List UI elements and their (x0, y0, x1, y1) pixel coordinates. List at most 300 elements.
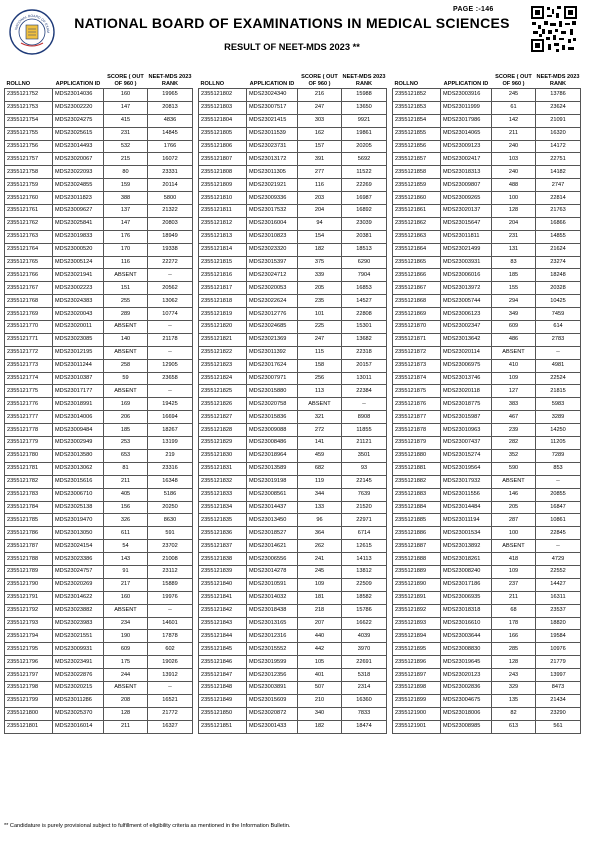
rank-cell: 3970 (342, 643, 387, 656)
roll-number-cell: 2355121831 (199, 462, 247, 475)
table-row (393, 707, 581, 720)
table-row (199, 540, 387, 553)
table-row (393, 385, 581, 398)
score-cell: 208 (104, 694, 148, 707)
score-cell: 182 (298, 243, 342, 256)
score-cell: 182 (298, 720, 342, 733)
application-id-cell: MDS23018313 (441, 166, 492, 179)
rank-cell: 13682 (342, 333, 387, 346)
table-row (199, 372, 387, 385)
application-id-cell: MDS23020758 (247, 398, 298, 411)
roll-number-cell: 2355121789 (5, 565, 53, 578)
score-cell: 303 (298, 114, 342, 127)
application-id-cell: MDS23019198 (247, 475, 298, 488)
score-cell: 204 (492, 217, 536, 230)
roll-number-cell: 2355121778 (5, 424, 53, 437)
results-table (4, 63, 193, 734)
table-row (393, 630, 581, 643)
table-row (393, 269, 581, 282)
score-cell: 147 (104, 101, 148, 114)
table-row (5, 346, 193, 359)
table-row (5, 192, 193, 205)
score-cell: 405 (104, 488, 148, 501)
table-row (393, 217, 581, 230)
application-id-cell: MDS23009088 (247, 424, 298, 437)
application-id-cell: MDS23018991 (53, 398, 104, 411)
application-id-cell: MDS23024275 (53, 114, 104, 127)
table-row (5, 295, 193, 308)
score-cell: 135 (492, 694, 536, 707)
rank-cell: 10861 (536, 514, 581, 527)
table-row (393, 591, 581, 604)
score-cell: 391 (298, 153, 342, 166)
roll-number-cell: 2355121889 (393, 565, 441, 578)
rank-cell: 16311 (536, 591, 581, 604)
roll-number-cell: 2355121827 (199, 411, 247, 424)
roll-number-cell: 2355121867 (393, 282, 441, 295)
score-cell: 154 (298, 230, 342, 243)
rank-cell: 11522 (342, 166, 387, 179)
application-id-cell: MDS23013589 (247, 462, 298, 475)
rank-cell: -- (148, 269, 193, 282)
score-cell: 205 (298, 282, 342, 295)
rank-cell: 22751 (536, 153, 581, 166)
roll-number-cell: 2355121832 (199, 475, 247, 488)
table-row (199, 282, 387, 295)
score-cell: 532 (104, 140, 148, 153)
application-id-cell: MDS23018527 (247, 527, 298, 540)
roll-number-cell: 2355121847 (199, 669, 247, 682)
score-cell: 146 (492, 488, 536, 501)
rank-cell: 14113 (342, 553, 387, 566)
score-cell: 247 (298, 101, 342, 114)
roll-number-cell: 2355121770 (5, 321, 53, 334)
roll-number-cell: 2355121779 (5, 437, 53, 450)
rank-cell: 16072 (148, 153, 193, 166)
table-row (199, 449, 387, 462)
roll-number-cell: 2355121892 (393, 604, 441, 617)
table-row (393, 192, 581, 205)
application-id-cell: MDS23009627 (53, 205, 104, 218)
score-cell: 156 (104, 501, 148, 514)
application-id-cell: MDS23011392 (247, 346, 298, 359)
table-row (5, 114, 193, 127)
application-id-cell: MDS23014278 (247, 565, 298, 578)
table-row (5, 359, 193, 372)
roll-number-cell: 2355121840 (199, 578, 247, 591)
rank-cell: 21763 (536, 205, 581, 218)
roll-number-cell: 2355121818 (199, 295, 247, 308)
roll-number-cell: 2355121862 (393, 217, 441, 230)
table-row (5, 101, 193, 114)
score-cell: 61 (492, 101, 536, 114)
score-cell: 143 (104, 553, 148, 566)
rank-cell: 22509 (342, 578, 387, 591)
roll-number-cell: 2355121877 (393, 411, 441, 424)
roll-number-cell: 2355121825 (199, 385, 247, 398)
application-id-cell: MDS23017932 (441, 475, 492, 488)
roll-number-cell: 2355121771 (5, 333, 53, 346)
table-row (393, 346, 581, 359)
rank-cell: 16327 (148, 720, 193, 733)
roll-number-cell: 2355121763 (5, 230, 53, 243)
score-cell: 321 (298, 411, 342, 424)
score-cell: 243 (492, 669, 536, 682)
table-row (393, 617, 581, 630)
score-cell: 239 (492, 424, 536, 437)
table-row (199, 578, 387, 591)
table-row (5, 333, 193, 346)
application-id-cell: MDS23013165 (247, 617, 298, 630)
rank-cell: 19425 (148, 398, 193, 411)
rank-cell: 2314 (342, 681, 387, 694)
application-id-cell: MDS23018775 (441, 398, 492, 411)
table-row (199, 411, 387, 424)
rank-cell: 14427 (536, 578, 581, 591)
score-cell: 418 (492, 553, 536, 566)
rank-cell: 16892 (342, 205, 387, 218)
score-cell: 159 (104, 179, 148, 192)
score-cell: 349 (492, 308, 536, 321)
table-row (5, 462, 193, 475)
application-id-cell: MDS23013050 (53, 527, 104, 540)
roll-number-cell: 2355121828 (199, 424, 247, 437)
application-id-cell: MDS23006123 (441, 308, 492, 321)
score-cell: 127 (492, 385, 536, 398)
rank-cell: 16853 (342, 282, 387, 295)
score-cell: 253 (104, 437, 148, 450)
rank-cell: 602 (148, 643, 193, 656)
application-id-cell: MDS23018438 (247, 604, 298, 617)
score-cell: 256 (298, 372, 342, 385)
score-cell: 245 (298, 565, 342, 578)
roll-number-cell: 2355121802 (199, 89, 247, 102)
application-id-cell: MDS23002223 (53, 282, 104, 295)
table-row (393, 501, 581, 514)
application-id-cell: MDS23011811 (441, 230, 492, 243)
roll-number-cell: 2355121876 (393, 398, 441, 411)
score-cell: 141 (298, 437, 342, 450)
roll-number-cell: 2355121794 (5, 630, 53, 643)
score-header: SCORE ( OUT OF 960 ) (301, 74, 338, 87)
application-id-cell: MDS23008240 (441, 565, 492, 578)
application-id-cell: MDS23025615 (53, 127, 104, 140)
rank-cell: 17878 (148, 630, 193, 643)
application-id-cell: MDS23010963 (441, 424, 492, 437)
score-cell: 401 (298, 669, 342, 682)
rank-cell: 22272 (148, 256, 193, 269)
score-cell: 203 (298, 192, 342, 205)
table-row (199, 514, 387, 527)
rank-cell: -- (536, 540, 581, 553)
application-id-cell: MDS23014036 (53, 89, 104, 102)
roll-number-cell: 2355121857 (393, 153, 441, 166)
application-id-cell: MDS23015647 (441, 217, 492, 230)
roll-number-cell: 2355121755 (5, 127, 53, 140)
application-id-cell: MDS23015616 (53, 475, 104, 488)
table-row (393, 127, 581, 140)
rollno-header: ROLLNO (394, 81, 419, 87)
application-id-cell: MDS23024383 (53, 295, 104, 308)
rank-cell: 20205 (342, 140, 387, 153)
score-header: SCORE ( OUT OF 960 ) (107, 74, 144, 87)
rank-cell: 4039 (342, 630, 387, 643)
roll-number-cell: 2355121837 (199, 540, 247, 553)
table-row (5, 720, 193, 733)
score-cell: 488 (492, 179, 536, 192)
roll-number-cell: 2355121766 (5, 269, 53, 282)
score-cell: 100 (492, 192, 536, 205)
score-cell: 459 (298, 449, 342, 462)
score-cell: 137 (104, 205, 148, 218)
table-row (199, 295, 387, 308)
score-cell: 237 (492, 578, 536, 591)
application-id-cell: MDS23013062 (53, 462, 104, 475)
table-row (393, 89, 581, 102)
application-id-cell: MDS23021941 (53, 269, 104, 282)
table-row (5, 411, 193, 424)
table-row (199, 346, 387, 359)
application-id-cell: MDS23001433 (247, 720, 298, 733)
score-cell: 96 (298, 514, 342, 527)
table-row (393, 449, 581, 462)
application-id-cell: MDS23004675 (441, 694, 492, 707)
application-id-cell: MDS23014006 (53, 411, 104, 424)
rank-cell: 18513 (342, 243, 387, 256)
roll-number-cell: 2355121772 (5, 346, 53, 359)
table-row (199, 179, 387, 192)
roll-number-cell: 2355121816 (199, 269, 247, 282)
score-cell: 211 (492, 127, 536, 140)
score-cell: 218 (298, 604, 342, 617)
score-cell: 244 (104, 669, 148, 682)
rank-cell: 4981 (536, 359, 581, 372)
table-row (5, 140, 193, 153)
roll-number-cell: 2355121893 (393, 617, 441, 630)
table-row (5, 321, 193, 334)
rank-cell: 14845 (148, 127, 193, 140)
table-row (5, 694, 193, 707)
application-id-cell: MDS23011305 (247, 166, 298, 179)
rank-cell: 19861 (342, 127, 387, 140)
roll-number-cell: 2355121795 (5, 643, 53, 656)
score-cell: 255 (104, 295, 148, 308)
score-cell: 101 (298, 308, 342, 321)
application-id-cell: MDS23011823 (53, 192, 104, 205)
rank-cell: 12905 (148, 359, 193, 372)
application-id-cell: MDS23023882 (53, 604, 104, 617)
application-id-cell: MDS23012776 (247, 308, 298, 321)
application-id-cell: MDS23003891 (247, 681, 298, 694)
application-id-cell: MDS23015274 (441, 449, 492, 462)
rank-cell: 22552 (536, 565, 581, 578)
score-cell: 383 (492, 398, 536, 411)
table-row (5, 166, 193, 179)
score-cell: 81 (104, 462, 148, 475)
application-id-cell: MDS23024855 (53, 179, 104, 192)
score-cell: 176 (104, 230, 148, 243)
table-row (5, 179, 193, 192)
roll-number-cell: 2355121836 (199, 527, 247, 540)
application-id-cell: MDS23021369 (247, 333, 298, 346)
rank-cell: 22845 (536, 527, 581, 540)
score-cell: 415 (104, 114, 148, 127)
rank-cell: 15786 (342, 604, 387, 617)
table-row (199, 720, 387, 733)
score-cell: 287 (492, 514, 536, 527)
rank-cell: 15988 (342, 89, 387, 102)
rank-cell: 15301 (342, 321, 387, 334)
application-id-cell: MDS23011194 (441, 514, 492, 527)
roll-number-cell: 2355121887 (393, 540, 441, 553)
table-row (393, 398, 581, 411)
qr-code (530, 5, 578, 53)
application-id-cell: MDS23016610 (441, 617, 492, 630)
table-row (393, 153, 581, 166)
table-row (393, 643, 581, 656)
application-id-cell: MDS23007971 (247, 372, 298, 385)
roll-number-cell: 2355121798 (5, 681, 53, 694)
table-row (393, 604, 581, 617)
application-id-cell: MDS23020053 (247, 282, 298, 295)
roll-number-cell: 2355121873 (393, 359, 441, 372)
roll-number-cell: 2355121796 (5, 656, 53, 669)
rank-cell: 23537 (536, 604, 581, 617)
score-cell: ABSENT (298, 398, 342, 411)
score-cell: ABSENT (104, 681, 148, 694)
rank-cell: 21091 (536, 114, 581, 127)
score-cell: 128 (104, 707, 148, 720)
table-row (199, 604, 387, 617)
score-cell: 82 (492, 707, 536, 720)
score-cell: 339 (298, 269, 342, 282)
rank-cell: 13812 (342, 565, 387, 578)
table-row (5, 578, 193, 591)
roll-number-cell: 2355121826 (199, 398, 247, 411)
rank-cell: 13011 (342, 372, 387, 385)
application-id-cell: MDS23017532 (247, 205, 298, 218)
table-row (199, 501, 387, 514)
roll-number-cell: 2355121860 (393, 192, 441, 205)
rank-cell: 8630 (148, 514, 193, 527)
table-row (199, 565, 387, 578)
application-id-cell: MDS23017177 (53, 385, 104, 398)
application-id-cell: MDS23023491 (53, 656, 104, 669)
score-cell: 364 (298, 527, 342, 540)
score-cell: 410 (492, 359, 536, 372)
roll-number-cell: 2355121777 (5, 411, 53, 424)
rank-cell: 219 (148, 449, 193, 462)
table-row (5, 153, 193, 166)
score-cell: 240 (492, 140, 536, 153)
table-row (199, 488, 387, 501)
score-cell: 94 (298, 217, 342, 230)
application-id-cell: MDS23020215 (53, 681, 104, 694)
rank-cell: 23274 (536, 256, 581, 269)
score-cell: 91 (104, 565, 148, 578)
rank-cell: 21772 (148, 707, 193, 720)
table-row (199, 153, 387, 166)
score-cell: 272 (298, 424, 342, 437)
table-row (5, 475, 193, 488)
rank-cell: 22384 (342, 385, 387, 398)
roll-number-cell: 2355121896 (393, 656, 441, 669)
roll-number-cell: 2355121822 (199, 346, 247, 359)
application-id-cell: MDS23020114 (441, 346, 492, 359)
score-cell: 285 (492, 643, 536, 656)
roll-number-cell: 2355121773 (5, 359, 53, 372)
score-cell: 169 (104, 398, 148, 411)
roll-number-cell: 2355121799 (5, 694, 53, 707)
roll-number-cell: 2355121820 (199, 321, 247, 334)
rank-cell: 614 (536, 321, 581, 334)
roll-number-cell: 2355121863 (393, 230, 441, 243)
table-row (199, 617, 387, 630)
table-row (5, 604, 193, 617)
roll-number-cell: 2355121823 (199, 359, 247, 372)
rank-header: NEET-MDS 2023 RANK (148, 74, 192, 87)
rank-cell: 13997 (536, 669, 581, 682)
score-cell: 160 (104, 591, 148, 604)
rank-cell: 7639 (342, 488, 387, 501)
rank-cell: 14527 (342, 295, 387, 308)
roll-number-cell: 2355121843 (199, 617, 247, 630)
table-row (199, 643, 387, 656)
score-cell: 609 (492, 321, 536, 334)
rank-cell: 7459 (536, 308, 581, 321)
table-row (199, 398, 387, 411)
application-id-cell: MDS23022624 (247, 295, 298, 308)
rank-cell: 21624 (536, 243, 581, 256)
application-id-cell: MDS23011999 (441, 101, 492, 114)
roll-number-cell: 2355121812 (199, 217, 247, 230)
score-cell: 115 (298, 346, 342, 359)
roll-number-cell: 2355121856 (393, 140, 441, 153)
roll-number-cell: 2355121764 (5, 243, 53, 256)
rank-cell: 18582 (342, 591, 387, 604)
rank-cell: 14855 (536, 230, 581, 243)
application-id-cell: MDS23003644 (441, 630, 492, 643)
roll-number-cell: 2355121886 (393, 527, 441, 540)
roll-number-cell: 2355121797 (5, 669, 53, 682)
score-cell: 140 (104, 333, 148, 346)
score-cell: 162 (298, 127, 342, 140)
svg-text:NATIONAL BOARD OF EXAMINATIONS: NATIONAL BOARD OF EXAM (14, 13, 51, 34)
roll-number-cell: 2355121754 (5, 114, 53, 127)
application-id-cell: MDS23009123 (441, 140, 492, 153)
rank-cell: 7833 (342, 707, 387, 720)
rank-cell: -- (536, 346, 581, 359)
roll-number-cell: 2355121839 (199, 565, 247, 578)
table-row (199, 166, 387, 179)
roll-number-cell: 2355121830 (199, 449, 247, 462)
table-row (393, 488, 581, 501)
rollno-header: ROLLNO (200, 81, 225, 87)
roll-number-cell: 2355121760 (5, 192, 53, 205)
roll-number-cell: 2355121787 (5, 540, 53, 553)
rank-cell: 14250 (536, 424, 581, 437)
rank-cell: 561 (536, 720, 581, 733)
score-cell: 653 (104, 449, 148, 462)
rank-cell: 6714 (342, 527, 387, 540)
roll-number-cell: 2355121781 (5, 462, 53, 475)
score-cell: 440 (298, 630, 342, 643)
application-id-cell: MDS23002949 (53, 437, 104, 450)
rank-cell: -- (342, 398, 387, 411)
roll-number-cell: 2355121861 (393, 205, 441, 218)
application-id-cell: MDS23015552 (247, 643, 298, 656)
application-id-cell: MDS23012195 (53, 346, 104, 359)
